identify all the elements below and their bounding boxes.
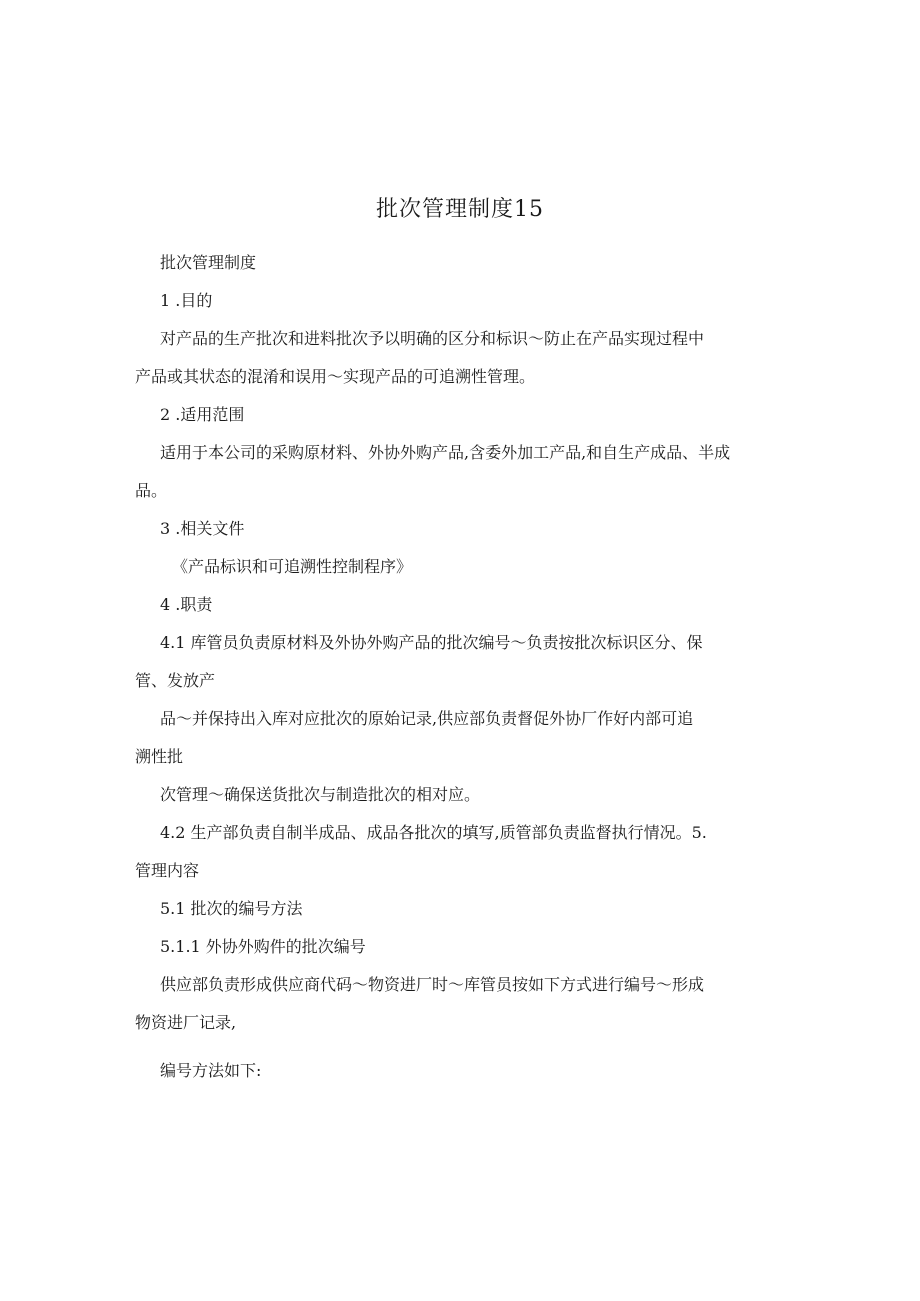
paragraph-line: 4.2 生产部负责自制半成品、成品各批次的填写,质管部负责监督执行情况。5.: [160, 823, 707, 842]
document-reference: 《产品标识和可追溯性控制程序》: [172, 557, 413, 576]
paragraph-line: 产品或其状态的混淆和误用～实现产品的可追溯性管理。: [135, 367, 536, 386]
paragraph-line: 物资进厂记录,: [135, 1013, 237, 1032]
subtitle: 批次管理制度: [160, 253, 257, 272]
paragraph-line: 次管理～确保送货批次与制造批次的相对应。: [160, 785, 481, 804]
section-heading-purpose: 1 .目的: [160, 291, 213, 310]
document-title: 批次管理制度15: [376, 197, 544, 222]
paragraph-line: 品。: [135, 481, 168, 500]
paragraph-line: 管理内容: [135, 861, 200, 880]
paragraph-line: 编号方法如下:: [160, 1061, 262, 1080]
section-heading-related-docs: 3 .相关文件: [160, 519, 245, 538]
subsection-heading: 5.1.1 外协外购件的批次编号: [160, 937, 366, 956]
section-heading-scope: 2 .适用范围: [160, 405, 245, 424]
paragraph-line: 对产品的生产批次和进料批次予以明确的区分和标识～防止在产品实现过程中: [160, 329, 705, 348]
paragraph-line: 溯性批: [135, 747, 184, 766]
paragraph-line: 4.1 库管员负责原材料及外协外购产品的批次编号～负责按批次标识区分、保: [160, 633, 703, 652]
paragraph-line: 品～并保持出入库对应批次的原始记录,供应部负责督促外协厂作好内部可追: [160, 709, 694, 728]
paragraph-line: 适用于本公司的采购原材料、外协外购产品,含委外加工产品,和自生产成品、半成: [160, 443, 731, 462]
paragraph-line: 管、发放产: [135, 671, 216, 690]
section-heading-duties: 4 .职责: [160, 595, 213, 614]
paragraph-line: 供应部负责形成供应商代码～物资进厂时～库管员按如下方式进行编号～形成: [160, 975, 705, 994]
section-heading-numbering: 5.1 批次的编号方法: [160, 899, 303, 918]
